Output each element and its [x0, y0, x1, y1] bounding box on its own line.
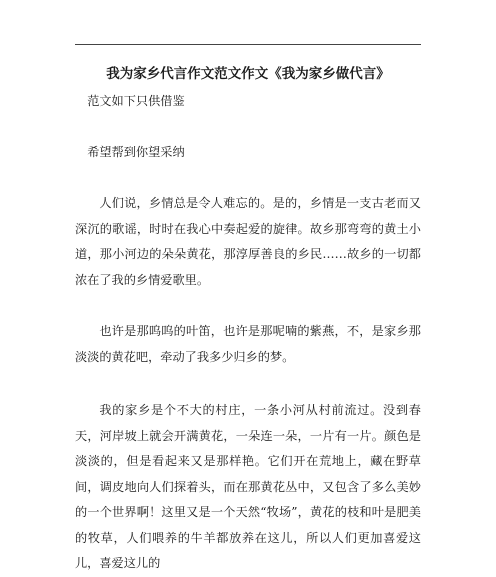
document-title: 我为家乡代言作文范文作文《我为家乡做代言》	[106, 66, 390, 82]
paragraph-body: 人们说，乡情总是令人难忘的。是的，乡情是一支古老而又深沉的歌谣，时时在我心中奏起爱的旋律。故乡那弯弯的黄土小道，那小河边的朵朵黄花，那淳厚善良的乡民……故乡的一切都浓在了我的乡情爱歌里。	[75, 196, 421, 287]
paragraph-body: 我的家乡是个不大的村庄，一条小河从村前流过。没到春天，河岸坡上就会开满黄花，一朵连一朵，一片有一片。颜色是淡淡的，但是看起来又是那样艳。它们开在荒地上，藏在野草间，调皮地向人们探着头，而在那黄花丛中，又包含了多么美妙的一个世界啊！这里又是一个天然“牧场”，黄花的枝和叶是肥美的牧草，人们喂养的牛羊都放养在这儿，所以人们更加喜爱这儿，喜爱这儿的	[75, 403, 421, 570]
header-rule	[75, 44, 421, 45]
paragraph-body: 也许是那呜呜的叶笛，也许是那呢喃的紫燕，不，是家乡那淡淡的黄花吧，牵动了我多少归乡的梦。	[75, 324, 421, 364]
paragraph-note: 范文如下只供借鉴	[87, 94, 185, 108]
paragraph-wish: 希望帮到你望采纳	[87, 145, 185, 159]
